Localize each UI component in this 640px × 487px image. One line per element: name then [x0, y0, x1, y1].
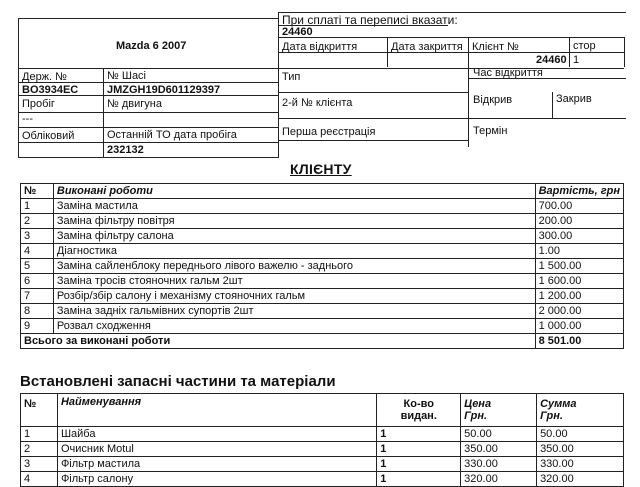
dash-placeholder: --- — [22, 113, 33, 125]
works-row — [21, 199, 624, 214]
works-row — [21, 214, 624, 229]
parts-row-price: 330.00 — [461, 457, 537, 472]
works-row — [21, 229, 624, 244]
client-no-value: 24460 — [536, 54, 567, 66]
car-title: Mazda 6 2007 — [116, 40, 187, 52]
parts-row-sum: 50.00 — [537, 427, 624, 442]
works-row — [21, 244, 624, 259]
works-row-price: 1 500.00 — [535, 259, 623, 274]
parts-row-qty: 1 — [377, 457, 461, 472]
works-row-no: 7 — [21, 289, 54, 304]
first-reg-label: Перша реєстрація — [282, 126, 376, 138]
parts-col-sum — [537, 394, 624, 427]
header-line-8 — [18, 127, 278, 128]
parts-row-sum: 330.00 — [537, 457, 624, 472]
chassis-value: JMZGH19D601129397 — [107, 84, 221, 96]
parts-row-qty: 1 — [377, 427, 461, 442]
parts-row — [21, 442, 624, 457]
parts-row-name: Фільтр мастила — [57, 457, 376, 472]
works-header-row — [21, 184, 624, 199]
works-row-no: 5 — [21, 259, 54, 274]
client-title: КЛІЄНТУ — [290, 161, 352, 177]
works-row-price: 1 000.00 — [535, 319, 623, 334]
parts-row-no: 4 — [21, 472, 58, 487]
parts-col-qty — [377, 394, 461, 427]
parts-row — [21, 427, 624, 442]
term-label: Термін — [473, 125, 508, 137]
chassis-label: № Шасі — [107, 70, 146, 82]
parts-col-sum-line2: Грн. — [540, 410, 563, 422]
works-row-price: 1 600.00 — [535, 274, 623, 289]
reg-value: BO3934EC — [22, 84, 79, 96]
works-row-price: 300.00 — [535, 229, 623, 244]
header-vline-d — [624, 37, 625, 67]
works-row-price: 200.00 — [535, 214, 623, 229]
parts-col-sum-line1: Сумма — [540, 398, 577, 410]
works-total-row — [21, 334, 624, 349]
parts-col-qty-line2: видан. — [400, 410, 437, 422]
works-row — [21, 304, 624, 319]
reg-label: Держ. № — [22, 71, 67, 83]
pay-number: 24460 — [282, 26, 313, 38]
parts-row-qty: 1 — [377, 472, 461, 487]
header-line-9b — [278, 140, 468, 141]
account-label: Обліковий — [22, 130, 75, 142]
works-col-price: Вартість, грн — [535, 184, 623, 199]
works-row-price: 2 000.00 — [535, 304, 623, 319]
works-row-price: 1 200.00 — [535, 289, 623, 304]
closed-label: Закрив — [556, 93, 592, 105]
header-line-6b — [278, 92, 468, 93]
works-row-name: Заміна тросів стояночних гальм 2шт — [53, 274, 535, 289]
parts-col-price — [461, 394, 537, 427]
works-row-no: 4 — [21, 244, 54, 259]
works-col-name: Виконані роботи — [53, 184, 535, 199]
parts-table — [20, 393, 624, 487]
parts-row-price: 50.00 — [461, 427, 537, 442]
works-row-no: 8 — [21, 304, 54, 319]
works-row-name: Заміна фільтру повітря — [53, 214, 535, 229]
open-time-label: Час відкриття — [473, 67, 543, 79]
header-left-border — [18, 18, 19, 158]
parts-row-no: 3 — [21, 457, 58, 472]
works-total-value: 8 501.00 — [535, 334, 623, 349]
client-no-label: Клієнт № — [472, 41, 519, 53]
parts-row-qty: 1 — [377, 442, 461, 457]
mileage-value: 232132 — [107, 144, 144, 156]
header-line-9 — [18, 142, 278, 143]
works-row-no: 6 — [21, 274, 54, 289]
type-label: Тип — [282, 71, 301, 83]
works-row-price: 700.00 — [535, 199, 623, 214]
works-row-name: Заміна мастила — [53, 199, 535, 214]
parts-row — [21, 457, 624, 472]
page-label: стор — [573, 40, 596, 52]
works-row — [21, 274, 624, 289]
parts-header-row — [21, 394, 624, 427]
works-row-name: Заміна задніх гальмівних супортів 2шт — [53, 304, 535, 319]
works-row-no: 9 — [21, 319, 54, 334]
parts-row-price: 350.00 — [461, 442, 537, 457]
works-row-no: 2 — [21, 214, 54, 229]
parts-row-no: 2 — [21, 442, 58, 457]
parts-col-name: Найменування — [57, 394, 376, 427]
parts-title: Встановлені запасні частини та матеріали — [20, 373, 336, 390]
header-line-7b — [278, 118, 626, 119]
parts-col-price-line2: Грн. — [464, 410, 488, 422]
parts-col-no: № — [21, 394, 58, 427]
works-row-name: Заміна фільтру салона — [53, 229, 535, 244]
works-row — [21, 319, 624, 334]
works-row — [21, 289, 624, 304]
parts-row-no: 1 — [21, 427, 58, 442]
works-row-no: 3 — [21, 229, 54, 244]
works-row-name: Розвал сходження — [53, 319, 535, 334]
parts-row-name: Фільтр салону — [57, 472, 376, 487]
works-row-name: Розбір/збір салону і механізму стояночних гальм — [53, 289, 535, 304]
header-line-7 — [18, 112, 278, 113]
engine-label: № двигуна — [107, 98, 162, 110]
header-line-2 — [278, 37, 624, 38]
page-value: 1 — [573, 54, 580, 66]
header-vline-b — [468, 37, 469, 147]
works-total-label: Всього за виконані роботи — [21, 334, 536, 349]
works-row-price: 1.00 — [535, 244, 623, 259]
header-vline-f — [552, 92, 553, 118]
works-row-no: 1 — [21, 199, 54, 214]
parts-row-sum: 320.00 — [537, 472, 624, 487]
parts-row-name: Очисник Motul — [57, 442, 376, 457]
parts-col-price-line1: Цена — [464, 398, 492, 410]
pay-note: При сплаті та переписі вказати: — [282, 13, 458, 27]
mileage-label: Пробіг — [22, 98, 55, 110]
opened-label: Відкрив — [473, 94, 513, 106]
parts-row — [21, 472, 624, 487]
works-table — [20, 183, 624, 349]
parts-row-price: 320.00 — [461, 472, 537, 487]
works-row-name: Діагностика — [53, 244, 535, 259]
header-middle-border — [278, 12, 279, 158]
works-row — [21, 259, 624, 274]
header-top-line-left — [18, 18, 278, 19]
last-to-label: Останній ТО дата пробіга — [107, 129, 237, 141]
works-row-name: Заміна сайленблоку переднього лівого важелю - заднього — [53, 259, 535, 274]
works-col-no: № — [21, 184, 54, 199]
header-bottom-line — [18, 157, 278, 158]
parts-row-name: Шайба — [57, 427, 376, 442]
close-date-label: Дата закриття — [391, 41, 463, 53]
client2-label: 2-й № клієнта — [282, 97, 353, 109]
parts-col-qty-line1: Ко-во — [403, 398, 434, 410]
open-date-label: Дата відкриття — [282, 41, 358, 53]
parts-row-sum: 350.00 — [537, 442, 624, 457]
